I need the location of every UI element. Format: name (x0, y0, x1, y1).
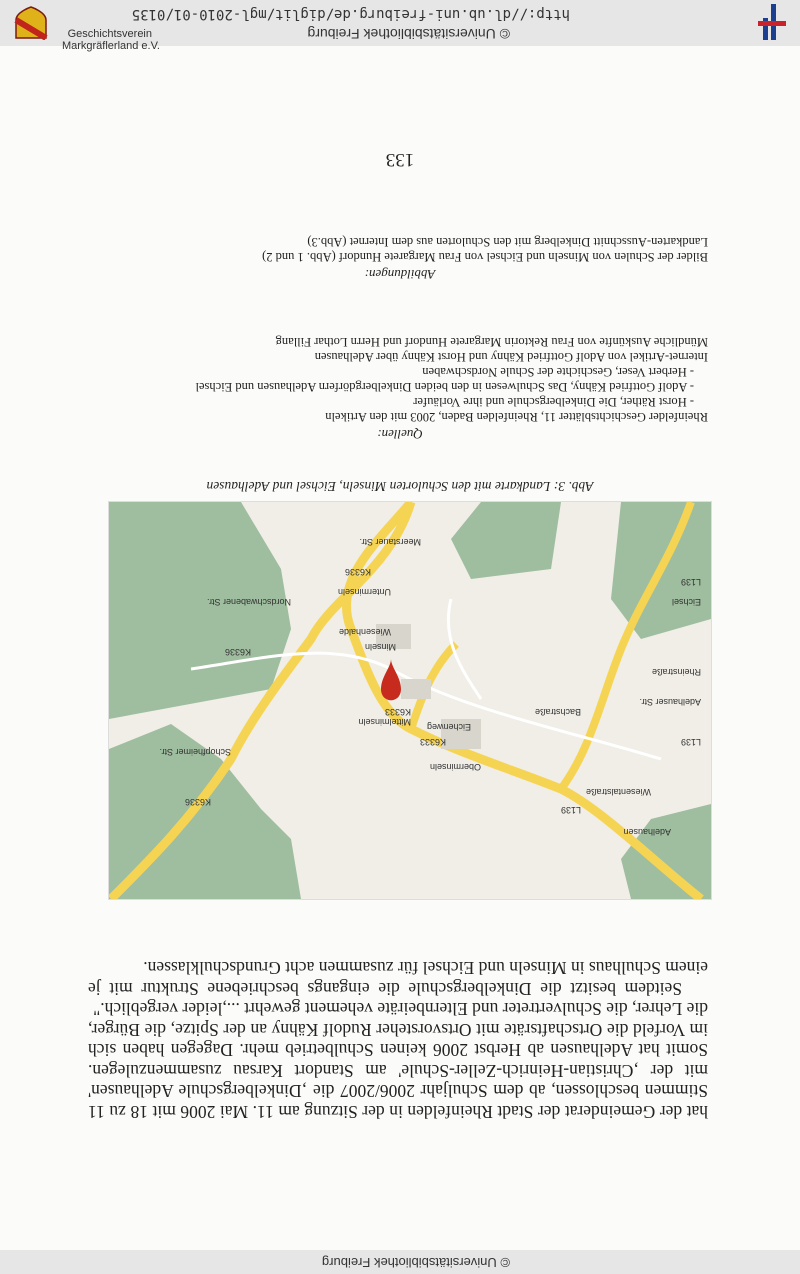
library-logo (754, 4, 790, 40)
abbildungen-line: Bilder der Schulen von Minseln und Eichsel von Frau Margarete Hundorf (Abb. 1 und 2) (262, 250, 708, 264)
map-label: L139 (560, 805, 581, 815)
map-label: Eichenweg (426, 722, 471, 732)
abbildungen-line: Landkarten-Ausschnitt Dinkelberg mit den Schulorten aus dem Internet (Abb.3) (307, 235, 708, 249)
figure-caption: Abb. 3: Landkarte mit den Schulorten Minseln, Eichsel und Adelhausen (206, 479, 594, 494)
map-label: L139 (680, 737, 701, 747)
digital-url: http://dl.ub.uni-freiburg.de/diglit/mgl-2010-01/0135 (131, 6, 570, 22)
map-label: Adelhausen (623, 827, 671, 837)
page-sheet (0, 46, 800, 1250)
map-label: Schopfheimer Str. (159, 747, 231, 757)
map-label: Unterminseln (337, 587, 391, 597)
page-number: 133 (385, 149, 415, 170)
quellen-item: - Herbert Veser, Geschichte der Schule Nordschwaben (422, 365, 694, 379)
quellen-line: Rheinfelder Geschichtsblätter 11, Rheinfelden Baden, 2003 mit den Artikeln (325, 410, 708, 424)
society-name-1: Geschichtsverein (67, 28, 152, 40)
library-copyright: © Universitätsbibliothek Freiburg (307, 26, 510, 42)
quellen-item: - Horst Räther, Die Dinkelbergschule und ihre Vorläufer (413, 395, 694, 409)
map-label: Wiesentalstraße (585, 787, 651, 797)
map-label: K6333 (419, 737, 446, 747)
map-label: L139 (680, 577, 701, 587)
quellen-list (88, 334, 708, 424)
quellen-heading: Quellen: (377, 427, 423, 442)
society-name-2: Markgräflerland e.V. (61, 40, 160, 52)
map-label: Meerstauer Str. (359, 537, 421, 547)
abbildungen-list (88, 234, 708, 264)
quellen-line: Internet-Artikel von Adolf Gottfried Kähny und Horst Kähny über Adelhausen (314, 350, 708, 364)
body-text (88, 958, 708, 1122)
map-label: K6333 (384, 707, 411, 717)
header-band (0, 0, 800, 52)
quellen-line: Mündliche Auskünfte von Frau Rektorin Margarete Hundorf und Herrn Lothar Fillang (275, 335, 708, 349)
map-label: Adelhauser Str. (639, 697, 701, 707)
society-logo (14, 6, 48, 40)
map-label: Oberminseln (429, 762, 481, 772)
map-label: Minseln (364, 642, 396, 652)
map-label: K6336 (224, 647, 251, 657)
coat-of-arms-icon (14, 6, 48, 40)
map-svg (109, 502, 711, 899)
abbildungen-heading: Abbildungen: (364, 267, 436, 282)
map-label: Nordschwabener Str. (206, 597, 291, 607)
map-label: Wiesenhalde (338, 627, 391, 637)
footer-band (0, 1250, 800, 1274)
map-label: Rheinstraße (651, 667, 701, 677)
footer-text: © Universitätsbibliothek Freiburg (321, 1255, 510, 1270)
map-label: K6336 (184, 797, 211, 807)
map-label: Eichsel (671, 597, 701, 607)
map-label: Bachstraße (534, 707, 581, 717)
map-image (108, 501, 712, 900)
map-label: Mittelminseln (358, 717, 411, 727)
paragraph-2: Seitdem besitzt die Dinkelbergschule die eingangs beschriebene Struktur mit je einem Schulhaus in Minseln und Eichsel für zusammen acht Grundschulklassen. (88, 958, 708, 999)
map-label: K6336 (344, 567, 371, 577)
quellen-item: - Adolf Gottfried Kähny, Das Schulwesen in den beiden Dinkelbergdörfern Adelhausen und Eichsel (195, 380, 694, 394)
ub-logo-icon (754, 4, 790, 40)
paragraph-1: hat der Gemeinderat der Stadt Rheinfelden in der Sitzung am 11. Mai 2006 mit 18 zu 11 Stimmen beschlossen, ab dem Schuljahr 2006/2007 die ‚Dinkelbergschule Adelhausen' mit der ‚Christian-Heinrich-Zeller-Schule' am Standort Karsau zusammenzulegen. Somit hat Adelhausen ab Herbst 2006 keinen Schulbetrieb mehr. Dagegen haben sich im Vorfeld die Ortschaftsräte mit Ortsvorsteher Rudolf Kähny an der Spitze, die Bürger, die Lehrer, die Schulvertreter und Elternbeiräte vehement gewehrt ...,leider vergeblich." (88, 999, 708, 1122)
